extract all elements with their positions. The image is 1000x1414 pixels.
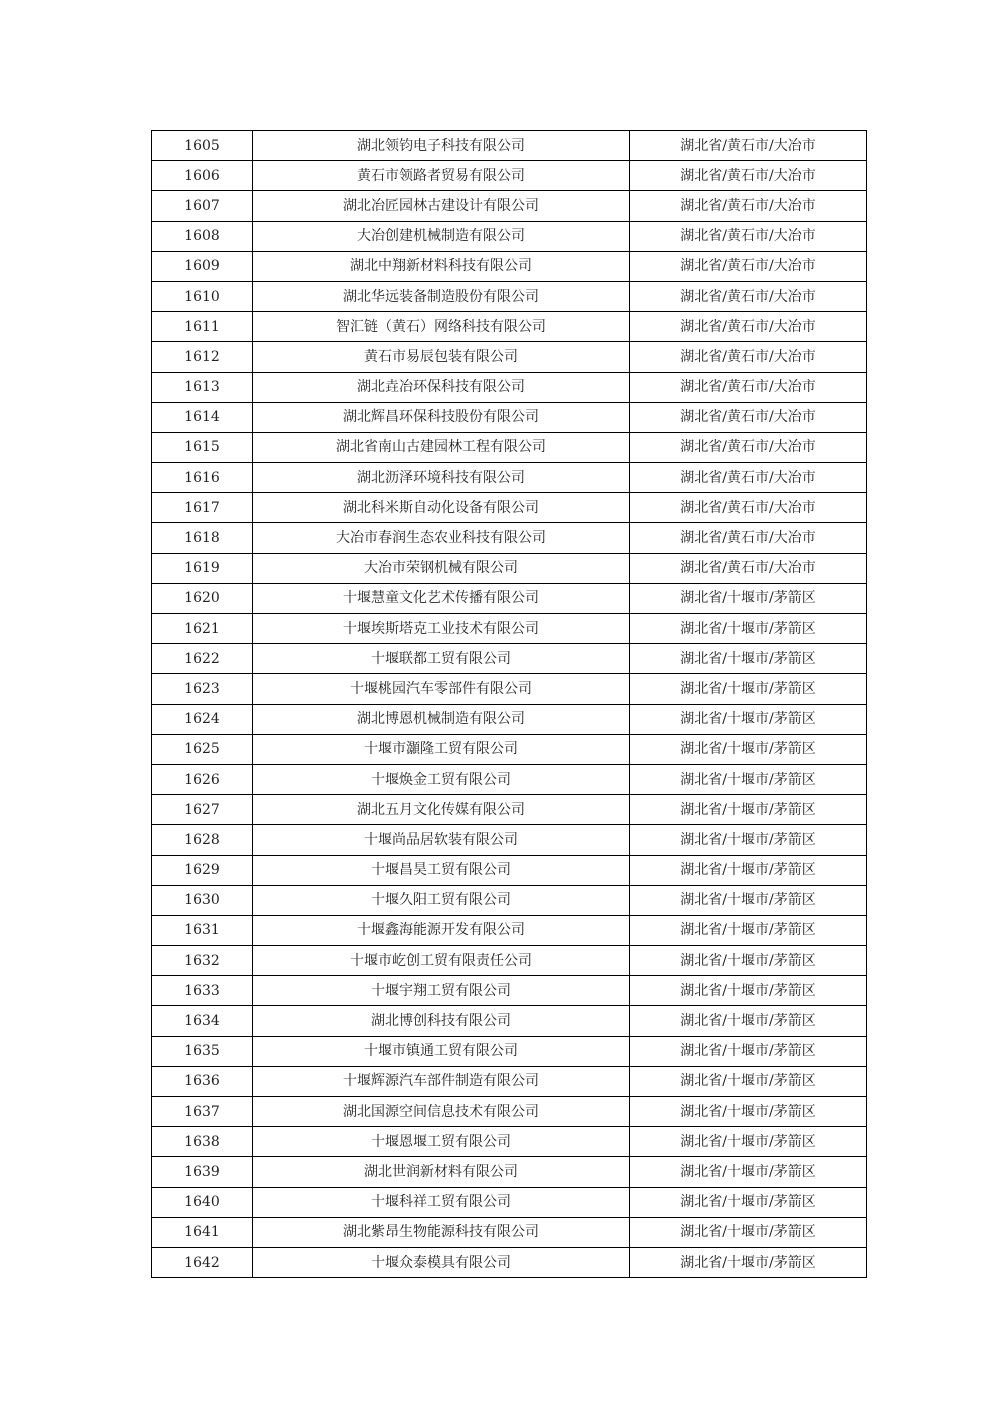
row-number: 1615 (152, 432, 253, 462)
region-path: 湖北省/十堰市/茅箭区 (630, 1066, 867, 1096)
table-row (152, 885, 867, 915)
table-row (152, 372, 867, 402)
row-number: 1641 (152, 1217, 253, 1247)
table-row (152, 1036, 867, 1066)
table-row (152, 825, 867, 855)
company-name: 湖北博恩机械制造有限公司 (253, 704, 630, 734)
region-path: 湖北省/十堰市/茅箭区 (630, 1157, 867, 1187)
row-number: 1623 (152, 674, 253, 704)
row-number: 1630 (152, 885, 253, 915)
region-path: 湖北省/黄石市/大冶市 (630, 523, 867, 553)
company-name: 黄石市领路者贸易有限公司 (253, 161, 630, 191)
table-row (152, 402, 867, 432)
company-name: 十堰辉源汽车部件制造有限公司 (253, 1066, 630, 1096)
table-row (152, 976, 867, 1006)
region-path: 湖北省/黄石市/大冶市 (630, 281, 867, 311)
row-number: 1627 (152, 795, 253, 825)
table-row (152, 674, 867, 704)
table-row (152, 1247, 867, 1277)
region-path: 湖北省/黄石市/大冶市 (630, 493, 867, 523)
table-row (152, 221, 867, 251)
company-name: 湖北垚冶环保科技有限公司 (253, 372, 630, 402)
company-name: 湖北冶匠园林古建设计有限公司 (253, 191, 630, 221)
row-number: 1642 (152, 1247, 253, 1277)
company-name: 十堰市屹创工贸有限责任公司 (253, 946, 630, 976)
table-row (152, 342, 867, 372)
region-path: 湖北省/十堰市/茅箭区 (630, 1127, 867, 1157)
region-path: 湖北省/十堰市/茅箭区 (630, 1006, 867, 1036)
company-name: 湖北省南山古建园林工程有限公司 (253, 432, 630, 462)
row-number: 1616 (152, 463, 253, 493)
row-number: 1631 (152, 915, 253, 945)
region-path: 湖北省/十堰市/茅箭区 (630, 583, 867, 613)
region-path: 湖北省/十堰市/茅箭区 (630, 1097, 867, 1127)
company-name: 湖北沥泽环境科技有限公司 (253, 463, 630, 493)
table-row (152, 523, 867, 553)
company-name: 湖北领钧电子科技有限公司 (253, 131, 630, 161)
row-number: 1605 (152, 131, 253, 161)
company-name: 十堰众泰模具有限公司 (253, 1247, 630, 1277)
region-path: 湖北省/十堰市/茅箭区 (630, 915, 867, 945)
row-number: 1608 (152, 221, 253, 251)
region-path: 湖北省/黄石市/大冶市 (630, 161, 867, 191)
table-row (152, 855, 867, 885)
row-number: 1635 (152, 1036, 253, 1066)
row-number: 1634 (152, 1006, 253, 1036)
company-name: 十堰鑫海能源开发有限公司 (253, 915, 630, 945)
region-path: 湖北省/黄石市/大冶市 (630, 191, 867, 221)
company-name: 大冶创建机械制造有限公司 (253, 221, 630, 251)
table-row (152, 1066, 867, 1096)
table-row (152, 704, 867, 734)
company-name: 大冶市春润生态农业科技有限公司 (253, 523, 630, 553)
row-number: 1620 (152, 583, 253, 613)
company-name: 湖北世润新材料有限公司 (253, 1157, 630, 1187)
region-path: 湖北省/十堰市/茅箭区 (630, 764, 867, 794)
row-number: 1607 (152, 191, 253, 221)
region-path: 湖北省/黄石市/大冶市 (630, 402, 867, 432)
row-number: 1621 (152, 614, 253, 644)
region-path: 湖北省/黄石市/大冶市 (630, 463, 867, 493)
company-name: 黄石市易辰包装有限公司 (253, 342, 630, 372)
company-name: 十堰焕金工贸有限公司 (253, 764, 630, 794)
company-name: 十堰慧童文化艺术传播有限公司 (253, 583, 630, 613)
region-path: 湖北省/黄石市/大冶市 (630, 432, 867, 462)
region-path: 湖北省/十堰市/茅箭区 (630, 644, 867, 674)
region-path: 湖北省/十堰市/茅箭区 (630, 855, 867, 885)
table-row (152, 915, 867, 945)
row-number: 1612 (152, 342, 253, 372)
region-path: 湖北省/十堰市/茅箭区 (630, 674, 867, 704)
company-name: 十堰恩堰工贸有限公司 (253, 1127, 630, 1157)
region-path: 湖北省/十堰市/茅箭区 (630, 885, 867, 915)
region-path: 湖北省/十堰市/茅箭区 (630, 734, 867, 764)
table-row (152, 1006, 867, 1036)
company-name: 十堰尚品居软装有限公司 (253, 825, 630, 855)
row-number: 1624 (152, 704, 253, 734)
region-path: 湖北省/十堰市/茅箭区 (630, 614, 867, 644)
company-name: 十堰联都工贸有限公司 (253, 644, 630, 674)
row-number: 1617 (152, 493, 253, 523)
company-name: 湖北国源空间信息技术有限公司 (253, 1097, 630, 1127)
company-name: 湖北科米斯自动化设备有限公司 (253, 493, 630, 523)
row-number: 1628 (152, 825, 253, 855)
company-name: 湖北华远装备制造股份有限公司 (253, 281, 630, 311)
row-number: 1629 (152, 855, 253, 885)
row-number: 1611 (152, 312, 253, 342)
table-row (152, 251, 867, 281)
table-row (152, 281, 867, 311)
region-path: 湖北省/黄石市/大冶市 (630, 342, 867, 372)
region-path: 湖北省/十堰市/茅箭区 (630, 946, 867, 976)
row-number: 1619 (152, 553, 253, 583)
company-table (151, 130, 867, 1278)
region-path: 湖北省/黄石市/大冶市 (630, 221, 867, 251)
table-row (152, 131, 867, 161)
row-number: 1622 (152, 644, 253, 674)
company-name: 十堰市灝隆工贸有限公司 (253, 734, 630, 764)
row-number: 1626 (152, 764, 253, 794)
table-row (152, 614, 867, 644)
region-path: 湖北省/十堰市/茅箭区 (630, 704, 867, 734)
table-row (152, 312, 867, 342)
table-row (152, 553, 867, 583)
region-path: 湖北省/黄石市/大冶市 (630, 312, 867, 342)
row-number: 1638 (152, 1127, 253, 1157)
row-number: 1637 (152, 1097, 253, 1127)
region-path: 湖北省/十堰市/茅箭区 (630, 1187, 867, 1217)
row-number: 1636 (152, 1066, 253, 1096)
company-name: 十堰埃斯塔克工业技术有限公司 (253, 614, 630, 644)
company-name: 大冶市荣钢机械有限公司 (253, 553, 630, 583)
company-name: 十堰桃园汽车零部件有限公司 (253, 674, 630, 704)
region-path: 湖北省/十堰市/茅箭区 (630, 795, 867, 825)
table-row (152, 583, 867, 613)
table-row (152, 161, 867, 191)
region-path: 湖北省/黄石市/大冶市 (630, 372, 867, 402)
row-number: 1610 (152, 281, 253, 311)
table-row (152, 463, 867, 493)
table-row (152, 191, 867, 221)
row-number: 1640 (152, 1187, 253, 1217)
table-row (152, 764, 867, 794)
company-table-body (152, 131, 867, 1278)
row-number: 1639 (152, 1157, 253, 1187)
table-row (152, 1187, 867, 1217)
company-name: 湖北博创科技有限公司 (253, 1006, 630, 1036)
table-row (152, 734, 867, 764)
table-row (152, 795, 867, 825)
region-path: 湖北省/十堰市/茅箭区 (630, 1217, 867, 1247)
company-name: 十堰市镇通工贸有限公司 (253, 1036, 630, 1066)
company-name: 十堰久阳工贸有限公司 (253, 885, 630, 915)
row-number: 1625 (152, 734, 253, 764)
region-path: 湖北省/十堰市/茅箭区 (630, 1036, 867, 1066)
table-row (152, 644, 867, 674)
company-name: 湖北辉昌环保科技股份有限公司 (253, 402, 630, 432)
region-path: 湖北省/黄石市/大冶市 (630, 553, 867, 583)
company-name: 湖北五月文化传媒有限公司 (253, 795, 630, 825)
region-path: 湖北省/十堰市/茅箭区 (630, 1247, 867, 1277)
region-path: 湖北省/黄石市/大冶市 (630, 131, 867, 161)
table-row (152, 432, 867, 462)
table-row (152, 1097, 867, 1127)
row-number: 1606 (152, 161, 253, 191)
region-path: 湖北省/十堰市/茅箭区 (630, 976, 867, 1006)
company-name: 智汇链（黄石）网络科技有限公司 (253, 312, 630, 342)
region-path: 湖北省/黄石市/大冶市 (630, 251, 867, 281)
company-name: 湖北中翔新材料科技有限公司 (253, 251, 630, 281)
table-row (152, 946, 867, 976)
company-name: 十堰宇翔工贸有限公司 (253, 976, 630, 1006)
table-row (152, 493, 867, 523)
row-number: 1618 (152, 523, 253, 553)
row-number: 1633 (152, 976, 253, 1006)
company-name: 湖北紫昂生物能源科技有限公司 (253, 1217, 630, 1247)
region-path: 湖北省/十堰市/茅箭区 (630, 825, 867, 855)
row-number: 1614 (152, 402, 253, 432)
company-name: 十堰科祥工贸有限公司 (253, 1187, 630, 1217)
table-row (152, 1217, 867, 1247)
table-row (152, 1127, 867, 1157)
row-number: 1609 (152, 251, 253, 281)
table-row (152, 1157, 867, 1187)
row-number: 1632 (152, 946, 253, 976)
company-name: 十堰昌昊工贸有限公司 (253, 855, 630, 885)
row-number: 1613 (152, 372, 253, 402)
